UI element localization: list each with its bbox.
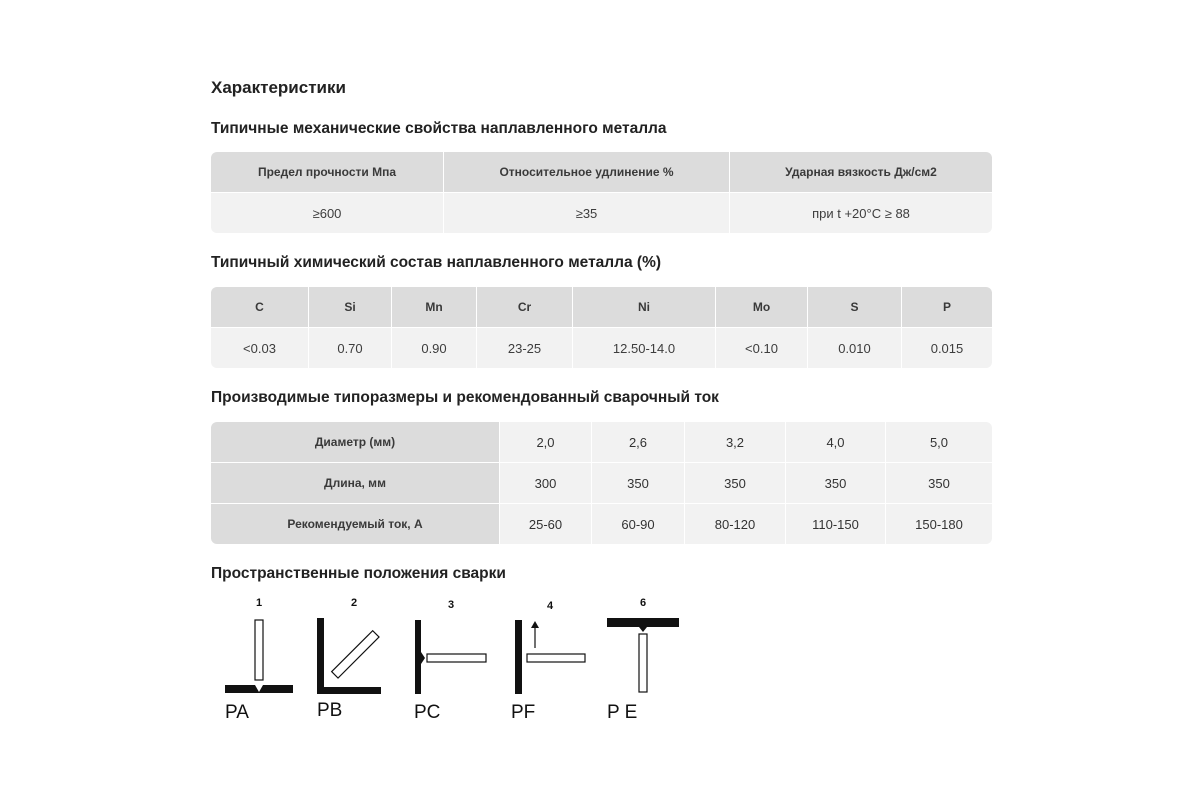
sizes-row-length <box>211 463 992 503</box>
sizes-value-cell: 2,0 <box>499 422 591 462</box>
chemical-header-cell: S <box>807 287 901 327</box>
position-code: PB <box>317 700 343 721</box>
sizes-value-cell: 150-180 <box>885 504 992 544</box>
chemical-header-cell: Mo <box>715 287 807 327</box>
sizes-value-cell: 350 <box>591 463 684 503</box>
chemical-value-cell: <0.10 <box>715 328 807 368</box>
chemical-header-cell: Ni <box>572 287 715 327</box>
sizes-value-cell: 80-120 <box>684 504 785 544</box>
position-pc-figure <box>415 620 486 694</box>
mechanical-header-cell: Ударная вязкость Дж/см2 <box>729 152 992 192</box>
chemical-header-cell: Mn <box>391 287 476 327</box>
chemical-value-cell: 0.70 <box>308 328 391 368</box>
sizes-value-cell: 3,2 <box>684 422 785 462</box>
position-number: 3 <box>448 599 455 611</box>
chemical-header-cell: Si <box>308 287 391 327</box>
sizes-row-label: Рекомендуемый ток, А <box>211 504 499 544</box>
position-number: 4 <box>547 600 554 612</box>
positions-heading: Пространственные положения сварки <box>211 565 506 582</box>
position-number: 1 <box>256 597 263 609</box>
position-number: 2 <box>351 597 358 609</box>
chemical-value-cell: <0.03 <box>211 328 308 368</box>
position-number: 6 <box>640 597 647 609</box>
sizes-value-cell: 350 <box>885 463 992 503</box>
sizes-value-cell: 110-150 <box>785 504 885 544</box>
position-code: PC <box>414 702 441 723</box>
mechanical-table <box>211 152 992 233</box>
sizes-table <box>211 422 992 544</box>
position-code: PA <box>225 702 249 723</box>
chemical-table <box>211 287 992 368</box>
position-pa-figure <box>225 620 293 693</box>
chemical-value-cell: 12.50-14.0 <box>572 328 715 368</box>
chemical-value-cell: 0.010 <box>807 328 901 368</box>
sizes-row-diameter <box>211 422 992 462</box>
mechanical-value-cell: ≥35 <box>443 193 729 233</box>
sizes-value-cell: 350 <box>684 463 785 503</box>
mechanical-value-cell: ≥600 <box>211 193 443 233</box>
welding-positions-diagram <box>211 596 701 726</box>
sizes-value-cell: 2,6 <box>591 422 684 462</box>
sizes-value-cell: 350 <box>785 463 885 503</box>
position-pb-figure <box>317 618 381 694</box>
chemical-header-cell: C <box>211 287 308 327</box>
sizes-row-current <box>211 504 992 544</box>
chemical-header-cell: P <box>901 287 992 327</box>
chemical-value-row <box>211 328 992 368</box>
mechanical-header-cell: Предел прочности Мпа <box>211 152 443 192</box>
position-code: PF <box>511 702 536 723</box>
mechanical-value-row <box>211 193 992 233</box>
sizes-row-label: Длина, мм <box>211 463 499 503</box>
chemical-value-cell: 23-25 <box>476 328 572 368</box>
mechanical-heading: Типичные механические свойства наплавленного металла <box>211 120 667 137</box>
mechanical-header-row <box>211 152 992 192</box>
sizes-row-label: Диаметр (мм) <box>211 422 499 462</box>
mechanical-header-cell: Относительное удлинение % <box>443 152 729 192</box>
chemical-heading: Типичный химический состав наплавленного металла (%) <box>211 254 662 271</box>
chemical-value-cell: 0.015 <box>901 328 992 368</box>
position-pf-figure <box>515 620 585 694</box>
mechanical-value-cell: при t +20°C ≥ 88 <box>729 193 992 233</box>
sizes-heading: Производимые типоразмеры и рекомендованный сварочный ток <box>211 389 719 406</box>
chemical-value-cell: 0.90 <box>391 328 476 368</box>
page-title: Характеристики <box>211 78 346 97</box>
chemical-header-cell: Cr <box>476 287 572 327</box>
position-code: P E <box>607 702 638 723</box>
sizes-value-cell: 5,0 <box>885 422 992 462</box>
sizes-value-cell: 60-90 <box>591 504 684 544</box>
sizes-value-cell: 300 <box>499 463 591 503</box>
position-pe-figure <box>607 618 679 692</box>
sizes-value-cell: 25-60 <box>499 504 591 544</box>
sizes-value-cell: 4,0 <box>785 422 885 462</box>
chemical-header-row <box>211 287 992 327</box>
